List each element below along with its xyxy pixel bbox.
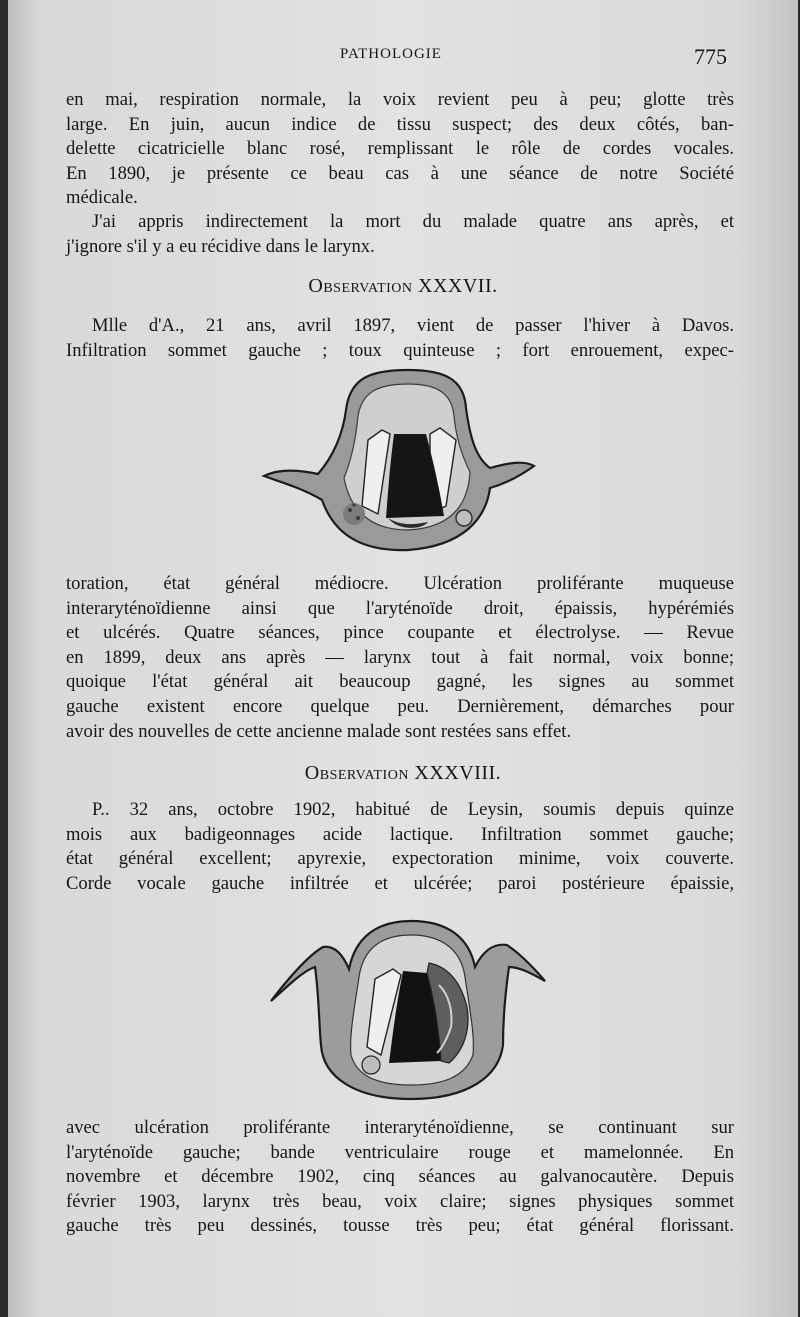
text-line: en 1899, deux ans après — larynx tout à fait normal, voix bonne; (66, 646, 734, 668)
observation-37-body (66, 572, 734, 744)
text-line: et ulcérés. Quatre séances, pince coupante et électrolyse. — Revue (66, 622, 734, 644)
text-line: novembre et décembre 1902, cinq séances au galvanocautère. Depuis (66, 1166, 734, 1188)
text-line: Corde vocale gauche infiltrée et ulcérée; paroi postérieure épaissie, (66, 872, 734, 894)
text-line: gauche existent encore quelque peu. Dernièrement, démarches pour (66, 695, 734, 717)
page-header (8, 44, 798, 72)
text-line: P.. 32 ans, octobre 1902, habitué de Leysin, soumis depuis quinze (92, 799, 734, 820)
larynx-figure-1 (258, 368, 538, 558)
text-line: l'aryténoïde gauche; bande ventriculaire rouge et mamelonnée. En (66, 1141, 734, 1163)
observation-37-intro (66, 314, 734, 363)
text-line: en mai, respiration normale, la voix revient peu à peu; glotte très (66, 89, 734, 110)
running-head: PATHOLOGIE (340, 46, 442, 62)
text-line: février 1903, larynx très beau, voix claire; signes physiques sommet (66, 1190, 734, 1212)
text-line: j'ignore s'il y a eu récidive dans le larynx. (66, 235, 375, 257)
paragraph-1 (66, 88, 734, 211)
text-line: Mlle d'A., 21 ans, avril 1897, vient de passer l'hiver à Davos. (92, 315, 734, 336)
text-line: interaryténoïdienne ainsi que l'aryténoïde droit, épaissis, hypérémiés (66, 597, 734, 619)
text-line: avec ulcération proliférante interaryténoïdienne, se continuant sur (66, 1117, 734, 1138)
text-line: quoique l'état général ait beaucoup gagné, les signes au sommet (66, 671, 734, 693)
text-line: médicale. (66, 187, 138, 209)
text-line: Infiltration sommet gauche ; toux quinteuse ; fort enrouement, expec- (66, 339, 734, 361)
observation-38-title: Observation XXXVIII. (304, 762, 502, 784)
observation-37-title: Observation XXXVII. (308, 275, 498, 297)
text-line: avoir des nouvelles de cette ancienne malade sont restées sans effet. (66, 720, 572, 742)
paragraph-2 (66, 210, 734, 259)
text-line: toration, état général médiocre. Ulcération proliférante muqueuse (66, 573, 734, 594)
page-number: 775 (694, 44, 727, 69)
text-line: J'ai appris indirectement la mort du malade quatre ans après, et (92, 211, 734, 232)
text-line: large. En juin, aucun indice de tissu suspect; des deux côtés, ban- (66, 113, 734, 135)
book-page (8, 0, 798, 1317)
text-line: delette cicatricielle blanc rosé, remplissant le rôle de cordes vocales. (66, 138, 734, 160)
text-line: état général excellent; apyrexie, expectoration minime, voix couverte. (66, 848, 734, 870)
text-line: mois aux badigeonnages acide lactique. Infiltration sommet gauche; (66, 823, 734, 845)
observation-38-body (66, 1116, 734, 1239)
text-line: En 1890, je présente ce beau cas à une séance de notre Société (66, 162, 734, 184)
observation-38-intro (66, 798, 734, 896)
larynx-figure-2 (263, 915, 553, 1105)
text-line: gauche très peu dessinés, tousse très peu; état général florissant. (66, 1215, 734, 1237)
